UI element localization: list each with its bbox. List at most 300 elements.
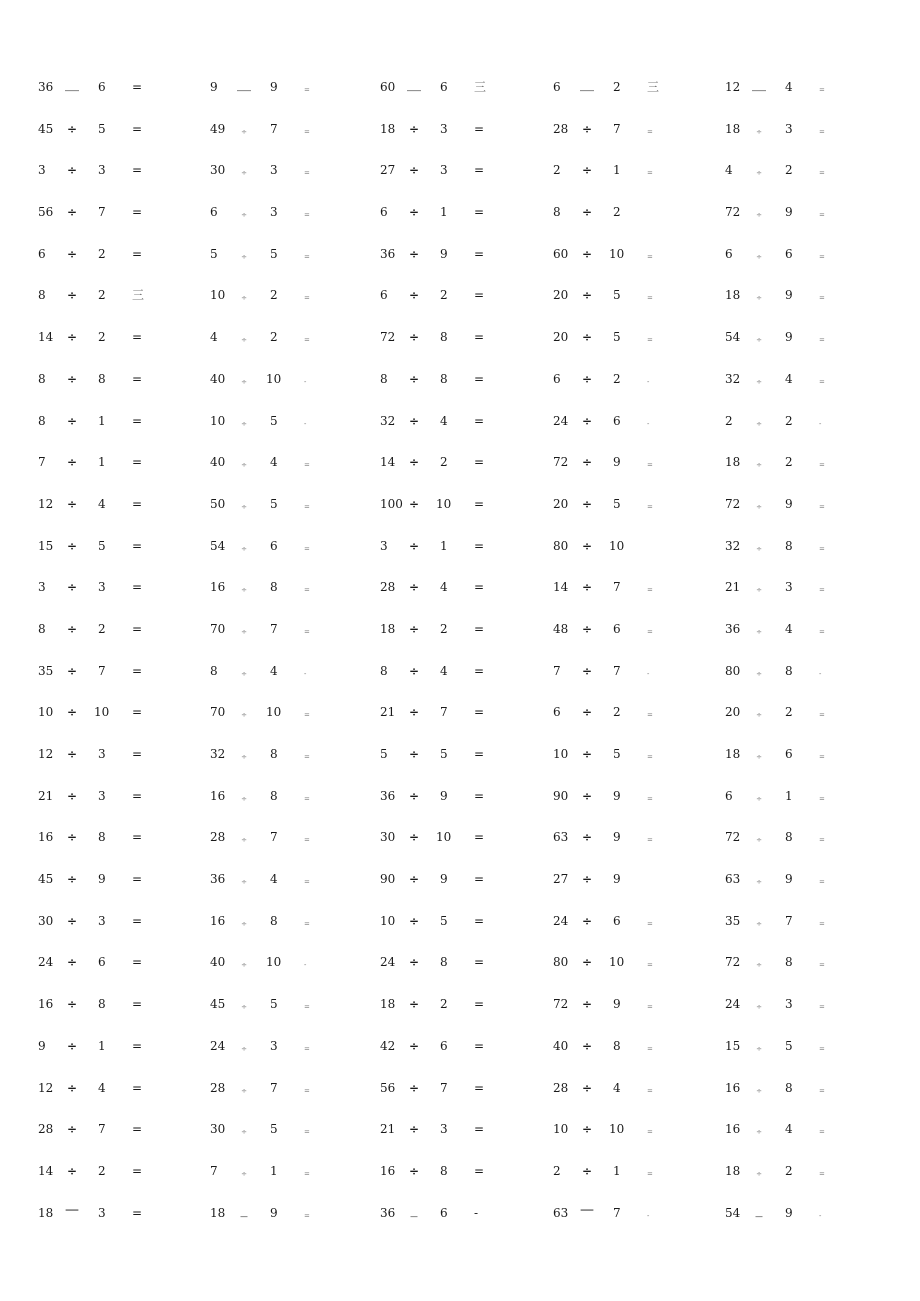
divisor: 2 — [613, 371, 621, 386]
division-sign: ÷ — [756, 836, 762, 845]
equals-sign: = — [647, 1003, 653, 1012]
division-sign: ÷ — [581, 872, 593, 887]
dividend: 21 — [380, 1122, 396, 1137]
division-sign: ÷ — [408, 496, 420, 511]
equals-sign: = — [474, 1122, 485, 1137]
divisor: 1 — [98, 455, 106, 470]
divisor: 3 — [98, 788, 106, 803]
dividend: 100 — [380, 496, 403, 511]
problem-row — [0, 608, 920, 650]
divisor: 5 — [440, 913, 448, 928]
divisor: 8 — [270, 580, 278, 595]
divisor: 1 — [98, 413, 106, 428]
division-sign: ÷ — [241, 502, 247, 511]
dividend: 16 — [725, 1122, 741, 1137]
divisor: 7 — [440, 705, 448, 720]
divisor: 9 — [440, 246, 448, 261]
equals-sign: = — [647, 461, 653, 470]
equals-sign: = — [132, 621, 143, 636]
equals-sign: = — [474, 163, 485, 178]
division-sign: ÷ — [66, 496, 78, 511]
divisor: 5 — [270, 1122, 278, 1137]
equals-sign: = — [474, 788, 485, 803]
equals-sign: = — [474, 288, 485, 303]
division-sign: ÷ — [241, 294, 247, 303]
division-sign: ÷ — [241, 127, 247, 136]
equals-sign: = — [132, 955, 143, 970]
divisor: 9 — [785, 872, 793, 887]
divisor: 8 — [98, 997, 106, 1012]
divisor: 10 — [266, 705, 282, 720]
divisor: 3 — [440, 121, 448, 136]
division-sign: ÷ — [66, 288, 78, 303]
dividend: 60 — [380, 80, 396, 94]
divisor: 2 — [785, 1163, 793, 1178]
dividend: 72 — [380, 330, 396, 345]
division-sign: ÷ — [756, 544, 762, 553]
division-sign: _ — [755, 1201, 763, 1218]
divisor: 4 — [270, 872, 278, 887]
equals-sign: = — [132, 747, 143, 761]
divisor: 2 — [785, 163, 793, 178]
dividend: 30 — [380, 830, 396, 845]
dividend: 36 — [380, 246, 396, 261]
division-sign: ÷ — [581, 121, 593, 136]
equals-sign: - — [819, 669, 822, 678]
equals-sign: = — [474, 663, 485, 678]
divisor: 3 — [785, 121, 793, 136]
dividend: 8 — [380, 663, 388, 678]
division-sign: ÷ — [408, 246, 420, 261]
dividend: 18 — [380, 121, 396, 136]
equals-sign: - — [647, 1211, 650, 1220]
problem-row — [0, 1150, 920, 1192]
dividend: 54 — [725, 330, 741, 345]
equals-sign: = — [132, 663, 143, 678]
divisor: 6 — [613, 913, 621, 928]
dividend: 80 — [725, 663, 741, 678]
division-sign: ÷ — [241, 336, 247, 345]
problem-row — [0, 1025, 920, 1067]
division-sign: ÷ — [241, 961, 247, 970]
division-sign: ÷ — [408, 1080, 420, 1095]
problem-row — [0, 441, 920, 483]
dividend: 8 — [210, 663, 218, 678]
dividend: 8 — [380, 371, 388, 386]
equals-sign: = — [304, 336, 310, 345]
division-sign: ÷ — [581, 1038, 593, 1053]
equals-sign: = — [132, 538, 143, 553]
division-sign: ÷ — [408, 1122, 420, 1137]
equals-sign: = — [819, 919, 825, 928]
division-sign: ÷ — [408, 1163, 420, 1178]
dividend: 5 — [380, 747, 388, 761]
equals-sign: = — [819, 377, 825, 386]
division-sign: ÷ — [756, 336, 762, 345]
problem-row — [0, 149, 920, 191]
division-sign: ÷ — [756, 919, 762, 928]
dividend: 9 — [38, 1038, 46, 1053]
dividend: 40 — [553, 1038, 569, 1053]
dividend: 36 — [725, 621, 741, 636]
division-sign: ÷ — [756, 711, 762, 720]
division-sign: ÷ — [408, 663, 420, 678]
divisor: 2 — [98, 621, 106, 636]
dividend: 49 — [210, 121, 226, 136]
dividend: 6 — [210, 205, 218, 220]
divisor: 3 — [785, 580, 793, 595]
equals-sign: = — [647, 627, 653, 636]
equals-sign: - — [474, 1205, 479, 1220]
dividend: 18 — [725, 1163, 741, 1178]
divisor: 3 — [98, 913, 106, 928]
divisor: 10 — [609, 538, 625, 553]
equals-sign: = — [647, 961, 653, 970]
divisor: 10 — [266, 955, 282, 970]
equals-sign: = — [819, 753, 825, 761]
worksheet — [0, 66, 920, 1233]
division-sign: ÷ — [241, 586, 247, 595]
divisor: 9 — [785, 288, 793, 303]
equals-sign: = — [132, 246, 143, 261]
division-sign: ÷ — [408, 205, 420, 220]
divisor: 4 — [785, 1122, 793, 1137]
dividend: 3 — [38, 163, 46, 178]
divisor: 7 — [270, 830, 278, 845]
division-sign: ÷ — [581, 496, 593, 511]
divisor: 8 — [98, 371, 106, 386]
division-sign: ÷ — [66, 330, 78, 345]
divisor: 5 — [98, 538, 106, 553]
equals-sign: = — [647, 169, 653, 178]
problem-row — [0, 858, 920, 900]
problem-row — [0, 816, 920, 858]
dividend: 90 — [553, 788, 569, 803]
division-sign: __ — [65, 76, 79, 92]
equals-sign: = — [474, 580, 485, 595]
equals-sign: = — [819, 1169, 825, 1178]
division-sign: ÷ — [241, 1044, 247, 1053]
divisor: 4 — [440, 663, 448, 678]
equals-sign: = — [474, 621, 485, 636]
division-sign: ÷ — [581, 997, 593, 1012]
division-sign: ÷ — [66, 913, 78, 928]
problem-row — [0, 525, 920, 567]
divisor: 3 — [98, 163, 106, 178]
divisor: 9 — [98, 872, 106, 887]
equals-sign: = — [819, 127, 825, 136]
divisor: 10 — [609, 955, 625, 970]
equals-sign: = — [474, 496, 485, 511]
dividend: 32 — [380, 413, 396, 428]
divisor: 5 — [270, 246, 278, 261]
divisor: 7 — [613, 663, 621, 678]
divisor: 2 — [440, 455, 448, 470]
equals-sign: = — [819, 1044, 825, 1053]
problem-row — [0, 733, 920, 775]
dividend: 40 — [210, 955, 226, 970]
divisor: 8 — [270, 788, 278, 803]
dividend: 18 — [725, 288, 741, 303]
divisor: 4 — [785, 80, 793, 94]
dividend: 70 — [210, 705, 226, 720]
dividend: 16 — [38, 997, 54, 1012]
divisor: 6 — [98, 955, 106, 970]
equals-sign: = — [132, 455, 143, 470]
equals-sign: = — [132, 330, 143, 345]
problem-row — [0, 566, 920, 608]
dividend: 8 — [38, 621, 46, 636]
dividend: 54 — [725, 1205, 741, 1220]
dividend: 16 — [210, 913, 226, 928]
dividend: 80 — [553, 955, 569, 970]
equals-sign: = — [474, 955, 485, 970]
equals-sign: = — [819, 502, 825, 511]
dividend: 32 — [725, 371, 741, 386]
division-sign: ÷ — [66, 371, 78, 386]
divisor: 9 — [785, 205, 793, 220]
divisor: 8 — [440, 371, 448, 386]
division-sign: ÷ — [756, 377, 762, 386]
divisor: 2 — [785, 413, 793, 428]
dividend: 2 — [725, 413, 733, 428]
divisor: 4 — [440, 413, 448, 428]
dividend: 72 — [553, 997, 569, 1012]
divisor: 1 — [785, 788, 793, 803]
divisor: 6 — [98, 80, 106, 94]
equals-sign: = — [304, 1128, 310, 1137]
equals-sign: = — [304, 252, 310, 261]
equals-sign: = — [474, 705, 485, 720]
division-sign: ÷ — [241, 753, 247, 761]
equals-sign: = — [304, 753, 310, 761]
division-sign: ÷ — [756, 794, 762, 803]
equals-sign: = — [647, 586, 653, 595]
division-sign: ÷ — [241, 1169, 247, 1178]
division-sign: ÷ — [756, 669, 762, 678]
dividend: 3 — [38, 580, 46, 595]
divisor: 9 — [613, 788, 621, 803]
dividend: 56 — [380, 1080, 396, 1095]
division-sign: __ — [237, 76, 251, 92]
divisor: 5 — [613, 330, 621, 345]
division-sign: ÷ — [241, 544, 247, 553]
dividend: 72 — [725, 205, 741, 220]
dividend: 24 — [38, 955, 54, 970]
equals-sign: = — [474, 246, 485, 261]
dividend: 36 — [38, 80, 54, 94]
equals-sign: = — [474, 1163, 485, 1178]
dividend: 7 — [38, 455, 46, 470]
divisor: 1 — [613, 1163, 621, 1178]
equals-sign: = — [132, 371, 143, 386]
division-sign: ÷ — [66, 872, 78, 887]
equals-sign: = — [819, 336, 825, 345]
divisor: 3 — [98, 1205, 106, 1220]
division-sign: ÷ — [66, 246, 78, 261]
equals-sign: - — [647, 669, 650, 678]
division-sign: ÷ — [581, 1080, 593, 1095]
divisor: 5 — [270, 413, 278, 428]
equals-sign: = — [474, 121, 485, 136]
equals-sign: = — [819, 544, 825, 553]
equals-sign: = — [647, 336, 653, 345]
division-sign: ÷ — [581, 1163, 593, 1178]
equals-sign: = — [304, 711, 310, 720]
division-sign: __ — [407, 76, 421, 92]
dividend: 28 — [553, 121, 569, 136]
problem-row — [0, 483, 920, 525]
divisor: 6 — [785, 747, 793, 761]
dividend: 12 — [38, 1080, 54, 1095]
equals-sign: = — [474, 538, 485, 553]
dividend: 27 — [380, 163, 396, 178]
equals-sign: = — [132, 121, 143, 136]
dividend: 24 — [210, 1038, 226, 1053]
division-sign: ÷ — [66, 1080, 78, 1095]
division-sign: ÷ — [241, 836, 247, 845]
equals-sign: = — [819, 794, 825, 803]
division-sign: ÷ — [408, 747, 420, 761]
dividend: 30 — [38, 913, 54, 928]
division-sign: ÷ — [756, 419, 762, 428]
problem-row — [0, 941, 920, 983]
division-sign: ÷ — [756, 461, 762, 470]
dividend: 20 — [553, 288, 569, 303]
divisor: 4 — [613, 1080, 621, 1095]
divisor: 10 — [436, 830, 452, 845]
divisor: 5 — [613, 496, 621, 511]
divisor: 2 — [270, 330, 278, 345]
dividend: 35 — [725, 913, 741, 928]
divisor: 6 — [270, 538, 278, 553]
division-sign: ÷ — [581, 163, 593, 178]
dividend: 8 — [38, 371, 46, 386]
equals-sign: = — [304, 461, 310, 470]
dividend: 16 — [38, 830, 54, 845]
equals-sign: = — [304, 127, 310, 136]
dividend: 4 — [210, 330, 218, 345]
divisor: 9 — [613, 830, 621, 845]
equals-sign: = — [819, 1086, 825, 1095]
division-sign: ÷ — [241, 627, 247, 636]
divisor: 2 — [785, 455, 793, 470]
dividend: 6 — [38, 246, 46, 261]
divisor: 2 — [440, 621, 448, 636]
divisor: 10 — [436, 496, 452, 511]
equals-sign: - — [304, 961, 307, 970]
divisor: 6 — [785, 246, 793, 261]
division-sign: ÷ — [581, 413, 593, 428]
division-sign: — — [580, 1201, 594, 1218]
equals-sign: = — [647, 753, 653, 761]
problem-row — [0, 775, 920, 817]
equals-sign: = — [132, 705, 143, 720]
dividend: 7 — [553, 663, 561, 678]
dividend: 45 — [38, 872, 54, 887]
dividend: 72 — [725, 496, 741, 511]
dividend: 70 — [210, 621, 226, 636]
division-sign: ÷ — [408, 121, 420, 136]
dividend: 8 — [38, 413, 46, 428]
equals-sign: = — [304, 86, 310, 94]
divisor: 3 — [440, 1122, 448, 1137]
dividend: 28 — [210, 830, 226, 845]
dividend: 21 — [380, 705, 396, 720]
dividend: 10 — [210, 413, 226, 428]
dividend: 8 — [38, 288, 46, 303]
divisor: 2 — [613, 80, 621, 94]
divisor: 9 — [440, 788, 448, 803]
dividend: 20 — [725, 705, 741, 720]
equals-sign: = — [819, 586, 825, 595]
equals-sign: = — [647, 1169, 653, 1178]
dividend: 18 — [725, 121, 741, 136]
divisor: 10 — [609, 1122, 625, 1137]
equals-sign: = — [819, 1003, 825, 1012]
divisor: 7 — [613, 121, 621, 136]
divisor: 1 — [98, 1038, 106, 1053]
divisor: 2 — [98, 288, 106, 303]
division-sign: ÷ — [408, 788, 420, 803]
divisor: 9 — [270, 80, 278, 94]
equals-sign: = — [819, 836, 825, 845]
equals-sign: = — [132, 163, 143, 178]
equals-sign: = — [304, 1211, 310, 1220]
division-sign: ÷ — [581, 621, 593, 636]
dividend: 40 — [210, 455, 226, 470]
equals-sign: = — [647, 294, 653, 303]
dividend: 18 — [210, 1205, 226, 1220]
equals-sign: = — [819, 627, 825, 636]
equals-sign: = — [132, 1163, 143, 1178]
division-sign: ÷ — [66, 705, 78, 720]
equals-sign: - — [647, 419, 650, 428]
equals-sign: = — [304, 1044, 310, 1053]
dividend: 21 — [38, 788, 54, 803]
equals-sign: - — [647, 377, 650, 386]
dividend: 14 — [380, 455, 396, 470]
equals-sign: = — [819, 1128, 825, 1137]
divisor: 8 — [440, 1163, 448, 1178]
divisor: 6 — [613, 413, 621, 428]
divisor: 5 — [270, 997, 278, 1012]
problem-row — [0, 66, 920, 108]
divisor: 2 — [270, 288, 278, 303]
dividend: 10 — [553, 747, 569, 761]
division-sign: ÷ — [581, 747, 593, 761]
dividend: 35 — [38, 663, 54, 678]
division-sign: ÷ — [756, 627, 762, 636]
divisor: 8 — [270, 913, 278, 928]
divisor: 7 — [270, 1080, 278, 1095]
division-sign: ÷ — [66, 621, 78, 636]
problem-row — [0, 233, 920, 275]
divisor: 5 — [98, 121, 106, 136]
equals-sign: = — [304, 1086, 310, 1095]
division-sign: ÷ — [241, 1128, 247, 1137]
dividend: 12 — [725, 80, 741, 94]
equals-sign: = — [132, 205, 143, 220]
problem-row — [0, 316, 920, 358]
equals-sign: = — [132, 1205, 143, 1220]
divisor: 2 — [440, 997, 448, 1012]
dividend: 60 — [553, 246, 569, 261]
dividend: 40 — [210, 371, 226, 386]
equals-sign: = — [304, 586, 310, 595]
dividend: 72 — [725, 955, 741, 970]
equals-sign: = — [819, 211, 825, 220]
